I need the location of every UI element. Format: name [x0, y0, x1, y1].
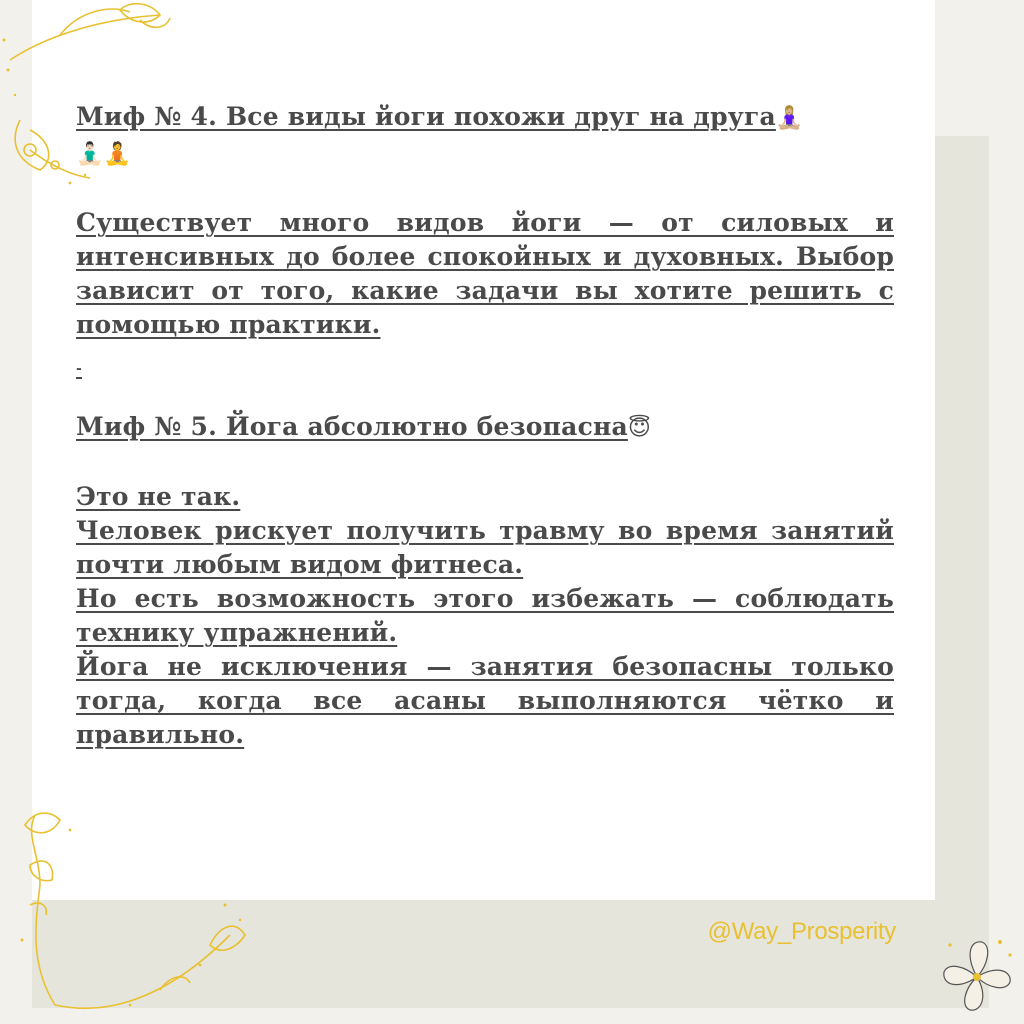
myth4-heading: Миф № 4. Все виды йоги похожи друг на друга — [76, 102, 776, 131]
myth5-line-1: Это не так. — [76, 482, 241, 511]
myth5-line-3: Но есть возможность этого избежать — соблюдать технику упражнений. — [76, 584, 894, 647]
yoga-woman-emoji-icon: 🧘🏼‍♀️ — [775, 106, 804, 131]
myth5-line-4: Йога не исключения — занятия безопасны только тогда, когда все асаны выполняются чётко и правильно. — [76, 652, 894, 749]
blossom-bottom-right-icon — [930, 930, 1024, 1024]
myth5-heading-line — [76, 410, 894, 446]
myth5-heading: Миф № 5. Йога абсолютно безопасна — [76, 412, 628, 441]
myth-text-block — [76, 100, 894, 752]
yoga-people-emoji-icon: 🧘🏻‍♂️🧘 — [76, 142, 132, 167]
flower-branch-bottom-left-icon — [10, 805, 260, 1020]
myth4-heading-line — [76, 100, 894, 172]
angel-face-emoji-icon: 😇 — [627, 416, 652, 441]
myth5-line-2: Человек рискует получить травму во время занятий почти любым видом фитнеса. — [76, 516, 894, 579]
separator-dash: - — [76, 361, 83, 377]
myth4-body: Существует много видов йоги — от силовых и интенсивных до более спокойных и духовных. Выбор зависит от того, какие задачи вы хотите решить с помощью практики. — [76, 208, 894, 339]
author-handle: @Way_Prosperity — [707, 918, 896, 945]
